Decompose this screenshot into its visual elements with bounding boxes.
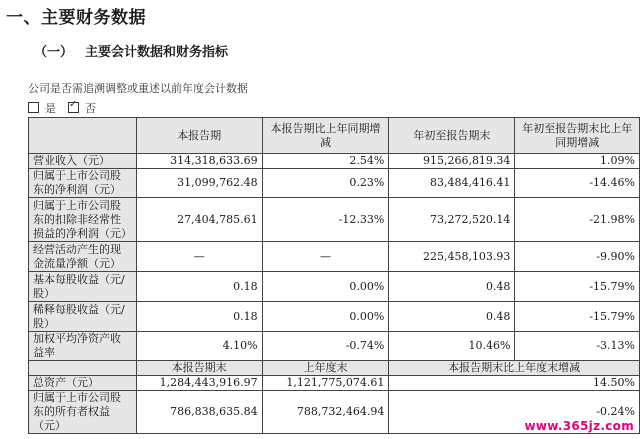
table-row (29, 376, 640, 391)
row-label: 基本每股收益（元/股） (29, 272, 137, 302)
table-cell: -0.24% (389, 391, 640, 434)
table-cell: 0.48 (389, 302, 515, 332)
table-cell: 915,266,819.34 (389, 154, 515, 169)
table-cell: 0.48 (389, 272, 515, 302)
row-label: 加权平均净资产收益率 (29, 332, 137, 361)
table-row (29, 169, 640, 198)
table-cell: -21.98% (515, 198, 640, 242)
row-label: 营业收入（元） (29, 154, 137, 169)
table-cell: — (262, 242, 389, 272)
table-cell: -12.33% (262, 198, 389, 242)
subheader-period-end: 本报告期末 (136, 361, 262, 376)
table-row (29, 198, 640, 242)
restatement-options (28, 100, 108, 116)
table-cell: 31,099,762.48 (136, 169, 262, 198)
table-cell: 14.50% (389, 376, 640, 391)
table-cell: 0.00% (262, 272, 389, 302)
table-cell: 4.10% (136, 332, 262, 361)
table-header-row (29, 118, 640, 154)
header-current-period: 本报告期 (136, 118, 262, 154)
site-watermark: www.365jz.com (524, 419, 634, 433)
table-cell: -15.79% (515, 302, 640, 332)
table-row (29, 272, 640, 302)
option-no[interactable] (68, 102, 102, 115)
checkbox-yes-icon[interactable] (28, 102, 39, 113)
subsection-number: （一） (34, 45, 74, 60)
table-row (29, 242, 640, 272)
row-label: 归属于上市公司股东的扣除非经常性损益的净利润（元） (29, 198, 137, 242)
row-label: 稀释每股收益（元/股） (29, 302, 137, 332)
row-label: 归属于上市公司股东的所有者权益（元） (29, 391, 137, 434)
header-current-period-change: 本报告期比上年同期增减 (262, 118, 389, 154)
subsection-heading (34, 41, 228, 60)
table-cell: 225,458,103.93 (389, 242, 515, 272)
header-ytd: 年初至报告期末 (389, 118, 515, 154)
table-cell: 0.18 (136, 272, 262, 302)
table-cell: 0.18 (136, 302, 262, 332)
table-cell: -0.74% (262, 332, 389, 361)
table-cell: 314,318,633.69 (136, 154, 262, 169)
subsection-title: 主要会计数据和财务指标 (85, 45, 229, 60)
table-row (29, 154, 640, 169)
table-cell: 27,404,785.61 (136, 198, 262, 242)
table-cell: -3.13% (515, 332, 640, 361)
table-cell: 83,484,416.41 (389, 169, 515, 198)
table-row (29, 302, 640, 332)
subheader-prior-year-end: 上年度末 (262, 361, 389, 376)
table-cell: 10.46% (389, 332, 515, 361)
row-label: 经营活动产生的现金流量净额（元） (29, 242, 137, 272)
table-row (29, 332, 640, 361)
table-cell: -9.90% (515, 242, 640, 272)
option-yes-label: 是 (45, 102, 56, 115)
table-cell: 0.23% (262, 169, 389, 198)
table-cell: -14.46% (515, 169, 640, 198)
section-title: 一、主要财务数据 (6, 8, 146, 28)
subheader-blank (29, 361, 137, 376)
table-cell: 1.09% (515, 154, 640, 169)
table-subheader-row (29, 361, 640, 376)
table-cell: 1,121,775,074.61 (262, 376, 389, 391)
option-no-label: 否 (85, 102, 96, 115)
header-blank (29, 118, 137, 154)
table-cell: 73,272,520.14 (389, 198, 515, 242)
financial-data-table (28, 117, 640, 434)
table-cell: 786,838,635.84 (136, 391, 262, 434)
option-yes[interactable] (28, 102, 62, 115)
table-cell: 0.00% (262, 302, 389, 332)
table-cell: — (136, 242, 262, 272)
restatement-question: 公司是否需追溯调整或重述以前年度会计数据 (28, 82, 248, 95)
table-cell: 1,284,443,916.97 (136, 376, 262, 391)
subheader-change: 本报告期末比上年度末增减 (389, 361, 640, 376)
table-cell: 788,732,464.94 (262, 391, 389, 434)
table-cell: -15.79% (515, 272, 640, 302)
table-cell: 2.54% (262, 154, 389, 169)
row-label: 总资产（元） (29, 376, 137, 391)
checkbox-no-checked-icon[interactable] (68, 102, 79, 113)
header-ytd-change: 年初至报告期末比上年同期增减 (515, 118, 640, 154)
row-label: 归属于上市公司股东的净利润（元） (29, 169, 137, 198)
